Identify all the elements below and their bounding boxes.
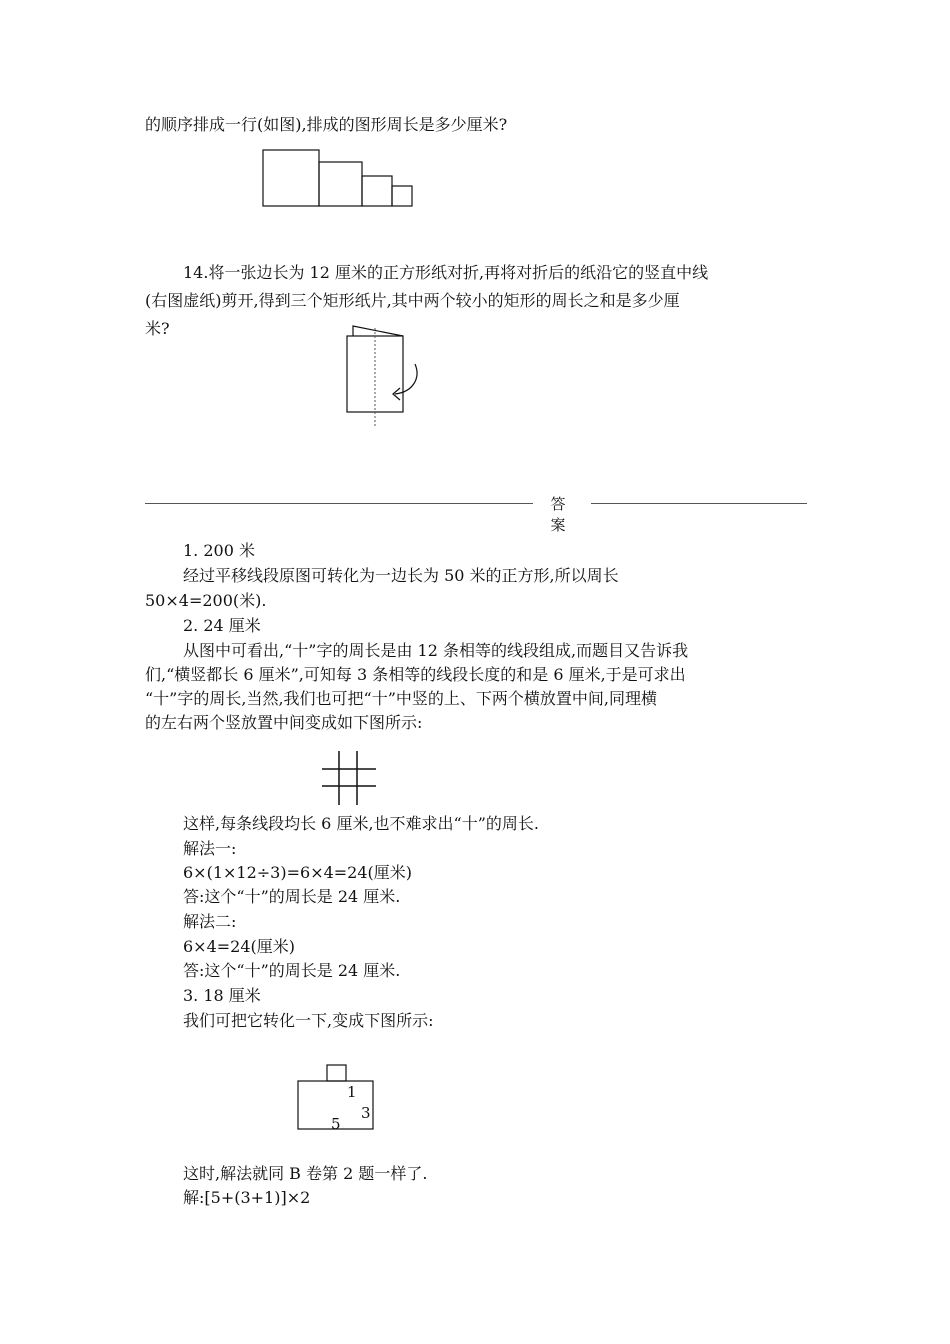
a2-line1: 从图中可看出,“十”字的周长是由 12 条相等的线段组成,而题目又告诉我 <box>183 641 689 660</box>
hash-grid-figure <box>320 749 380 807</box>
a2-line2: 们,“横竖都长 6 厘米”,可知每 3 条相等的线段长度的和是 6 厘米,于是可求出 <box>145 665 686 684</box>
shape-label-5: 5 <box>331 1115 341 1133</box>
a2-line3: “十”字的周长,当然,我们也可把“十”中竖的上、下两个横放置中间,同理横 <box>145 689 657 708</box>
q14-text-line2: (右图虚纸)剪开,得到三个矩形纸片,其中两个较小的矩形的周长之和是多少厘 <box>145 291 680 310</box>
square-medium <box>319 162 362 206</box>
a2-title: 2. 24 厘米 <box>183 616 261 635</box>
shape-label-1: 1 <box>347 1083 357 1101</box>
folded-paper-figure <box>345 322 435 432</box>
a3-line1: 我们可把它转化一下,变成下图所示: <box>183 1011 434 1030</box>
answers-separator <box>145 493 807 534</box>
a1-title: 1. 200 米 <box>183 541 255 560</box>
shape-label-3: 3 <box>361 1104 371 1122</box>
square-smallest <box>392 186 412 206</box>
q14-text-line3: 米? <box>145 319 170 338</box>
a2-line8: 答:这个“十”的周长是 24 厘米. <box>183 887 401 906</box>
squares-row-figure <box>262 149 422 219</box>
a2-line6: 解法一: <box>183 839 237 858</box>
a2-line5: 这样,每条线段均长 6 厘米,也不难求出“十”的周长. <box>183 814 539 833</box>
a1-line2: 50×4=200(米). <box>145 591 267 610</box>
a2-line10: 6×4=24(厘米) <box>183 937 296 956</box>
a3-line2: 这时,解法就同 B 卷第 2 题一样了. <box>183 1164 428 1183</box>
q14-text-line1: 14.将一张边长为 12 厘米的正方形纸对折,再将对折后的纸沿它的竖直中线 <box>183 263 709 282</box>
shape-top-bump <box>327 1065 346 1081</box>
a2-line11: 答:这个“十”的周长是 24 厘米. <box>183 961 401 980</box>
a1-line1: 经过平移线段原图可转化为一边长为 50 米的正方形,所以周长 <box>183 566 619 585</box>
a3-title: 3. 18 厘米 <box>183 986 261 1005</box>
a2-line7: 6×(1×12÷3)=6×4=24(厘米) <box>183 863 413 882</box>
a2-line9: 解法二: <box>183 912 237 931</box>
a3-line3: 解:[5+(3+1)]×2 <box>183 1188 311 1207</box>
square-small <box>362 176 392 206</box>
a2-line4: 的左右两个竖放置中间变成如下图所示: <box>145 713 423 732</box>
square-large <box>263 150 319 206</box>
fold-flap <box>353 326 403 336</box>
q13-text-line1: 的顺序排成一行(如图),排成的图形周长是多少厘米? <box>145 115 508 134</box>
answers-header: 答 案 <box>550 495 574 534</box>
